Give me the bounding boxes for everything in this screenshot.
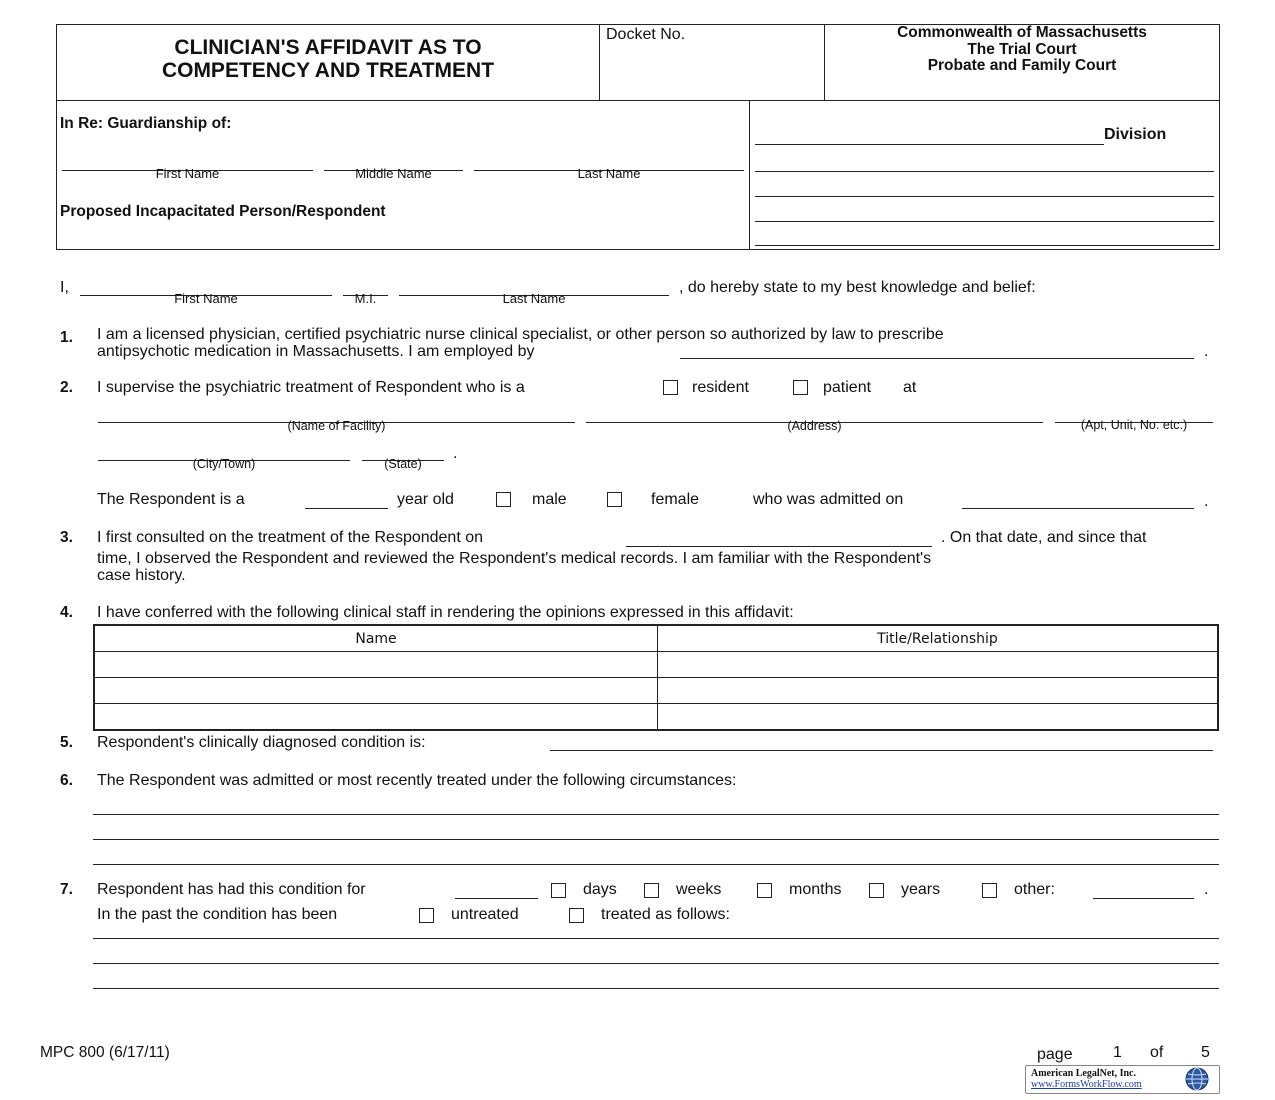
item-7-text: Respondent has had this condition for bbox=[97, 881, 366, 898]
item-3-line1b: . On that date, and since that bbox=[941, 529, 1147, 546]
days-checkbox[interactable] bbox=[551, 883, 566, 898]
days-label: days bbox=[583, 881, 617, 898]
court-line2: The Trial Court bbox=[967, 41, 1077, 58]
treatment-line1-input[interactable] bbox=[93, 920, 1219, 939]
admitted-on-label: who was admitted on bbox=[753, 491, 904, 508]
item-1-line2: antipsychotic medication in Massachusetts. I am employed by bbox=[97, 343, 535, 360]
caption-last-name-label: Last Name bbox=[577, 166, 641, 181]
intro-i-label: I, bbox=[60, 279, 69, 296]
months-label: months bbox=[789, 881, 842, 898]
brand-name: American LegalNet, Inc. bbox=[1031, 1068, 1136, 1079]
female-checkbox[interactable] bbox=[607, 492, 622, 507]
in-re-label: In Re: Guardianship of: bbox=[60, 115, 232, 132]
page-label: page bbox=[1037, 1046, 1073, 1063]
intro-statement: , do hereby state to my best knowledge and belief: bbox=[679, 279, 1036, 296]
staff-title-cell[interactable] bbox=[658, 678, 1219, 704]
circumstances-line2-input[interactable] bbox=[93, 821, 1219, 840]
admission-date-input[interactable] bbox=[962, 490, 1194, 509]
table-row bbox=[94, 652, 1218, 678]
form-title-line2: COMPETENCY AND TREATMENT bbox=[161, 59, 495, 82]
docket-label: Docket No. bbox=[606, 26, 686, 43]
item-7-number: 7. bbox=[60, 881, 73, 898]
admitted-period: . bbox=[1204, 493, 1209, 510]
item-3-line1a: I first consulted on the treatment of the Respondent on bbox=[97, 529, 484, 546]
months-checkbox[interactable] bbox=[757, 883, 772, 898]
item-2-number: 2. bbox=[60, 379, 73, 396]
employer-input[interactable] bbox=[680, 340, 1194, 359]
division-label: Division bbox=[1104, 126, 1167, 143]
other-label: other: bbox=[1014, 881, 1055, 898]
city-state-period: . bbox=[453, 445, 458, 462]
table-row bbox=[94, 678, 1218, 704]
court-line3: Probate and Family Court bbox=[927, 57, 1117, 74]
staff-title-cell[interactable] bbox=[658, 704, 1219, 731]
column-header-title: Title/Relationship bbox=[658, 625, 1219, 652]
circumstances-line1-input[interactable] bbox=[93, 796, 1219, 815]
treatment-line3-input[interactable] bbox=[93, 970, 1219, 989]
docket-number-input[interactable] bbox=[606, 50, 818, 68]
item-5-text: Respondent's clinically diagnosed condition is: bbox=[97, 734, 426, 751]
court-address-line3-input[interactable] bbox=[755, 203, 1214, 222]
form-id: MPC 800 (6/17/11) bbox=[40, 1044, 170, 1061]
caption-divider bbox=[749, 100, 750, 250]
treatment-line2-input[interactable] bbox=[93, 945, 1219, 964]
item-3-number: 3. bbox=[60, 529, 73, 546]
other-checkbox[interactable] bbox=[982, 883, 997, 898]
brand-url: www.FormsWorkFlow.com bbox=[1031, 1079, 1142, 1090]
facility-address-label: (Address) bbox=[787, 419, 842, 433]
facility-state-label: (State) bbox=[384, 457, 422, 471]
of-label: of bbox=[1150, 1044, 1164, 1061]
years-checkbox[interactable] bbox=[869, 883, 884, 898]
court-address-line4-input[interactable] bbox=[755, 227, 1214, 246]
weeks-label: weeks bbox=[676, 881, 722, 898]
patient-checkbox[interactable] bbox=[793, 380, 808, 395]
item-1-period: . bbox=[1204, 343, 1209, 360]
item-3-line3: case history. bbox=[97, 567, 186, 584]
caption-first-name-label: First Name bbox=[155, 166, 220, 181]
first-consult-date-input[interactable] bbox=[626, 528, 932, 547]
division-input[interactable] bbox=[755, 126, 1104, 145]
clinical-staff-table bbox=[93, 624, 1219, 731]
item-3-line2: time, I observed the Respondent and reviewed the Respondent's medical records. I am familiar with the Respondent's bbox=[97, 550, 932, 567]
table-header-row bbox=[94, 625, 1218, 652]
resident-checkbox[interactable] bbox=[663, 380, 678, 395]
item-4-text: I have conferred with the following clinical staff in rendering the opinions expressed in this affidavit: bbox=[97, 604, 794, 621]
item-4-number: 4. bbox=[60, 604, 73, 621]
years-label: years bbox=[901, 881, 941, 898]
item-6-text: The Respondent was admitted or most recently treated under the following circumstances: bbox=[97, 772, 737, 789]
resident-label: resident bbox=[692, 379, 749, 396]
clinician-last-name-label: Last Name bbox=[502, 291, 566, 306]
at-label: at bbox=[903, 379, 917, 396]
globe-icon bbox=[1185, 1067, 1209, 1091]
male-label: male bbox=[532, 491, 567, 508]
diagnosis-input[interactable] bbox=[550, 732, 1213, 751]
male-checkbox[interactable] bbox=[496, 492, 511, 507]
court-address-line2-input[interactable] bbox=[755, 178, 1214, 197]
item-7-line2: In the past the condition has been bbox=[97, 906, 338, 923]
item-2-text: I supervise the psychiatric treatment of Respondent who is a bbox=[97, 379, 525, 396]
condition-duration-input[interactable] bbox=[455, 880, 538, 899]
form-title-line1: CLINICIAN'S AFFIDAVIT AS TO bbox=[174, 36, 482, 59]
header-divider-1 bbox=[599, 24, 600, 101]
facility-apt-label: (Apt, Unit, No. etc.) bbox=[1080, 418, 1188, 432]
column-header-name: Name bbox=[94, 625, 658, 652]
duration-period: . bbox=[1204, 881, 1209, 898]
female-label: female bbox=[651, 491, 700, 508]
other-duration-input[interactable] bbox=[1093, 880, 1194, 899]
item-1-number: 1. bbox=[60, 329, 73, 346]
page-number: 1 bbox=[1113, 1044, 1122, 1061]
item-6-number: 6. bbox=[60, 772, 73, 789]
table-row bbox=[94, 704, 1218, 731]
staff-title-cell[interactable] bbox=[658, 652, 1219, 678]
item-5-number: 5. bbox=[60, 734, 73, 751]
circumstances-line3-input[interactable] bbox=[93, 846, 1219, 865]
treated-label: treated as follows: bbox=[601, 906, 730, 923]
court-address-line1-input[interactable] bbox=[755, 153, 1214, 172]
caption-middle-name-label: Middle Name bbox=[355, 166, 432, 181]
patient-label: patient bbox=[823, 379, 872, 396]
staff-name-cell[interactable] bbox=[94, 704, 658, 731]
facility-city-label: (City/Town) bbox=[192, 457, 256, 471]
facility-name-label: (Name of Facility) bbox=[287, 419, 386, 433]
untreated-label: untreated bbox=[451, 906, 519, 923]
item-1-line1: I am a licensed physician, certified psychiatric nurse clinical specialist, or other person so authorized by law to prescribe bbox=[97, 326, 944, 343]
clinician-mi-label: M.I. bbox=[354, 291, 377, 306]
respondent-is-a-label: The Respondent is a bbox=[97, 491, 245, 508]
respondent-age-input[interactable] bbox=[305, 490, 388, 509]
page-total: 5 bbox=[1201, 1044, 1210, 1061]
staff-name-cell[interactable] bbox=[94, 678, 658, 704]
clinician-first-name-label: First Name bbox=[174, 291, 238, 306]
respondent-role-label: Proposed Incapacitated Person/Respondent bbox=[60, 203, 386, 220]
year-old-label: year old bbox=[397, 491, 454, 508]
weeks-checkbox[interactable] bbox=[644, 883, 659, 898]
staff-name-cell[interactable] bbox=[94, 652, 658, 678]
court-line1: Commonwealth of Massachusetts bbox=[897, 24, 1147, 41]
